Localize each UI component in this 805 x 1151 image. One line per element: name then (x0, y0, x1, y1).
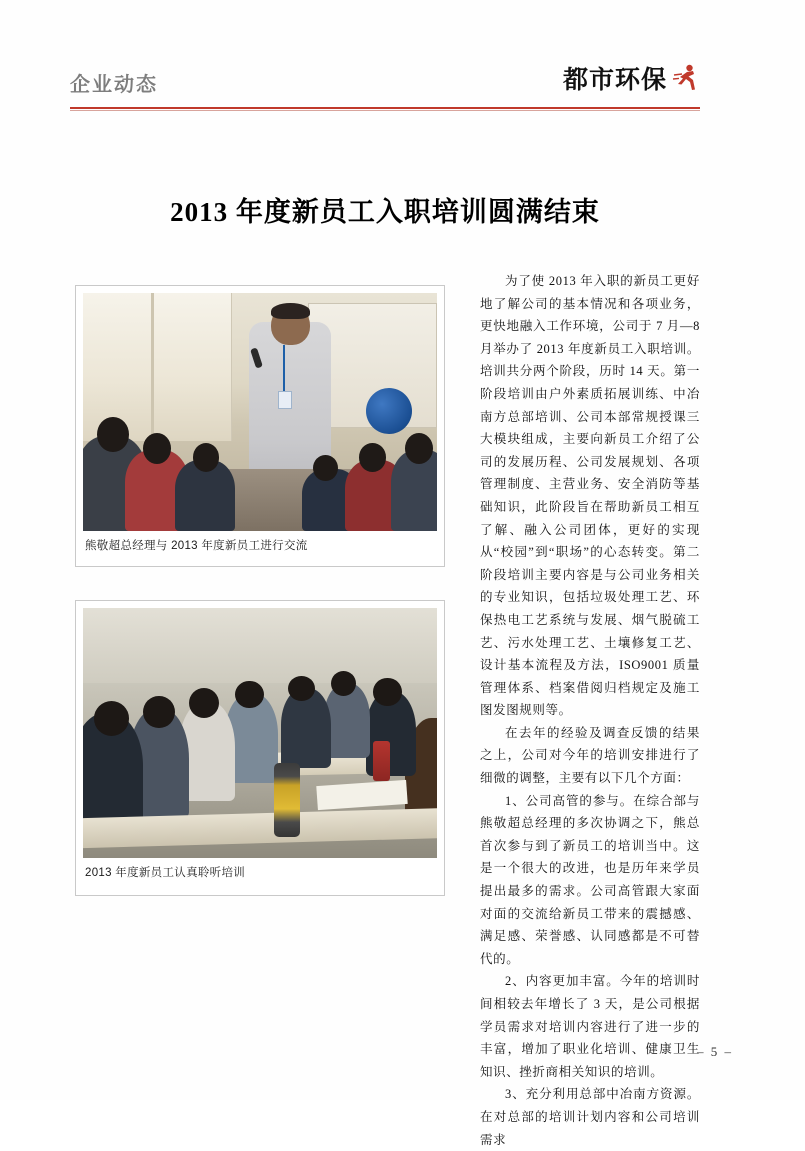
article-paragraph: 在去年的经验及调查反馈的结果之上，公司对今年的培训安排进行了细微的调整，主要有以下几个方面： (480, 725, 700, 786)
article-paragraph: 为了使 2013 年入职的新员工更好地了解公司的基本情况和各项业务，更快地融入工作环境，公司于 7 月—8 月举办了 2013 年度新员工入职培训。培训共分两个阶段，历时 14 天。第一阶段培训由户外素质拓展训练、中冶南方总部培训、公司本部常规授课三大模块组成，主要向新员工介绍了公司的发展历程、公司发展规划、各项管理制度、主营业务、安全消防等基础知识，此阶段旨在帮助新员工相互了解、融入公司团体，更好的实现从“校园”到“职场”的心态转变。第二阶段培训主要内容是与公司业务相关的专业知识，包括垃圾处理工艺、环保热电工艺系统与发展、烟气脱硫工艺、污水处理工艺、土壤修复工艺、设计基本流程及方法，ISO9001 质量管理体系、档案借阅归档规定及施工图发图规则等。 (480, 274, 700, 718)
page-header (70, 62, 700, 110)
article-body (480, 270, 700, 1151)
page-number: – 5 – (697, 1044, 733, 1059)
section-label: 企业动态 (70, 74, 158, 96)
article-paragraph: 2、内容更加丰富。今年的培训时间相较去年增长了 3 天，是公司根据学员需求对培训内容进行了进一步的丰富，增加了职业化培训、健康卫生知识、挫折商相关知识的培训。 (480, 974, 700, 1079)
header-divider-secondary (70, 110, 700, 111)
brand-logo (563, 62, 700, 93)
page-title: 2013 年度新员工入职培训圆满结束 (170, 197, 600, 227)
figure-manager-talking (75, 285, 445, 567)
figure-caption: 熊敬超总经理与 2013 年度新员工进行交流 (85, 540, 308, 552)
article-paragraph: 1、公司高管的参与。在综合部与熊敬超总经理的多次协调之下，熊总首次参与到了新员工的培训当中。这是一个很大的改进，也是历年来学员提出最多的需求。公司高管跟大家面对面的交流给新员工带来的震撼感、满足感、荣誉感、认同感都是不可替代的。 (480, 793, 700, 966)
article-paragraph: 3、充分利用总部中冶南方资源。在对总部的培训计划内容和公司培训需求 (480, 1087, 700, 1147)
header-divider (70, 107, 700, 109)
running-figure-logo-icon (670, 62, 700, 92)
brand-name: 都市环保 (562, 67, 667, 94)
photo-trainees-listening (83, 608, 437, 858)
photo-manager-talking (83, 293, 437, 531)
figure-caption: 2013 年度新员工认真聆听培训 (85, 867, 246, 879)
figure-trainees-listening (75, 600, 445, 896)
